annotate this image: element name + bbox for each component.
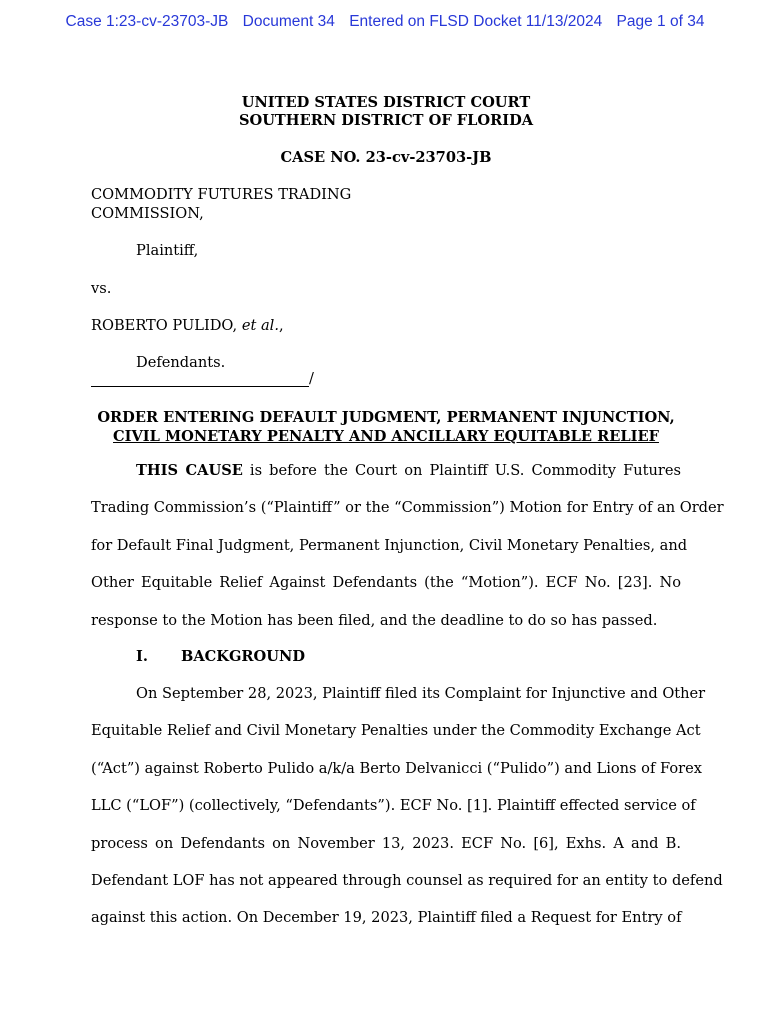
order-title-line2 (91, 428, 681, 445)
docket-page-number: Page 1 of 34 (616, 13, 705, 30)
caption-rule-slash: / (309, 370, 314, 387)
intro-line-1 (136, 462, 681, 479)
docket-case-number: Case 1:23-cv-23703-JB (65, 13, 229, 30)
background-line-1: On September 28, 2023, Plaintiff filed its Complaint for Injunctive and Other (136, 685, 706, 702)
intro-line-2: Trading Commission’s (“Plaintiff” or the “Commission”) Motion for Entry of an Order (91, 499, 724, 516)
court-district: SOUTHERN DISTRICT OF FLORIDA (238, 112, 534, 129)
defendant-name (91, 317, 284, 334)
docket-entered-date: Entered on FLSD Docket 11/13/2024 (349, 13, 603, 30)
case-number: CASE NO. 23-cv-23703-JB (280, 149, 492, 166)
plaintiff-name-line1: COMMODITY FUTURES TRADING (91, 186, 352, 203)
intro-line-3: for Default Final Judgment, Permanent Injunction, Civil Monetary Penalties, and (91, 537, 688, 554)
caption-rule (91, 370, 314, 387)
intro-line-5: response to the Motion has been filed, and the deadline to do so has passed. (91, 612, 658, 629)
court-name: UNITED STATES DISTRICT COURT (241, 94, 531, 111)
background-line-6: Defendant LOF has not appeared through counsel as required for an entity to defend (91, 872, 723, 889)
background-line-3: (“Act”) against Roberto Pulido a/k/a Berto Delvanicci (“Pulido”) and Lions of Forex (91, 760, 702, 777)
intro-line-1-text: is before the Court on Plaintiff U.S. Commodity Futures (242, 462, 681, 479)
docket-header (0, 13, 770, 31)
background-line-4: LLC (“LOF”) (collectively, “Defendants”). ECF No. [1]. Plaintiff effected service of (91, 797, 696, 814)
background-line-2: Equitable Relief and Civil Monetary Penalties under the Commodity Exchange Act (91, 722, 701, 739)
plaintiff-name-line2: COMMISSION, (91, 205, 204, 222)
defendant-role: Defendants. (136, 354, 226, 371)
defendant-name-text: ROBERTO PULIDO, (91, 317, 242, 334)
plaintiff-role: Plaintiff, (136, 242, 199, 259)
docket-document-number: Document 34 (242, 13, 335, 30)
intro-line-4: Other Equitable Relief Against Defendants (the “Motion”). ECF No. [23]. No (91, 574, 681, 591)
caption-rule-line (91, 372, 309, 387)
this-cause: THIS CAUSE (136, 462, 243, 479)
section-number: I. (136, 648, 148, 665)
background-line-5: process on Defendants on November 13, 2023. ECF No. [6], Exhs. A and B. (91, 835, 681, 852)
defendant-etal: et al. (241, 317, 279, 334)
section-heading: BACKGROUND (181, 648, 305, 665)
order-title-line1: ORDER ENTERING DEFAULT JUDGMENT, PERMANENT INJUNCTION, (97, 409, 675, 426)
background-line-7: against this action. On December 19, 2023, Plaintiff filed a Request for Entry of (91, 909, 682, 926)
order-title-line2-text: CIVIL MONETARY PENALTY AND ANCILLARY EQUITABLE RELIEF (113, 428, 659, 445)
versus: vs. (91, 280, 112, 297)
defendant-comma: , (278, 317, 284, 334)
